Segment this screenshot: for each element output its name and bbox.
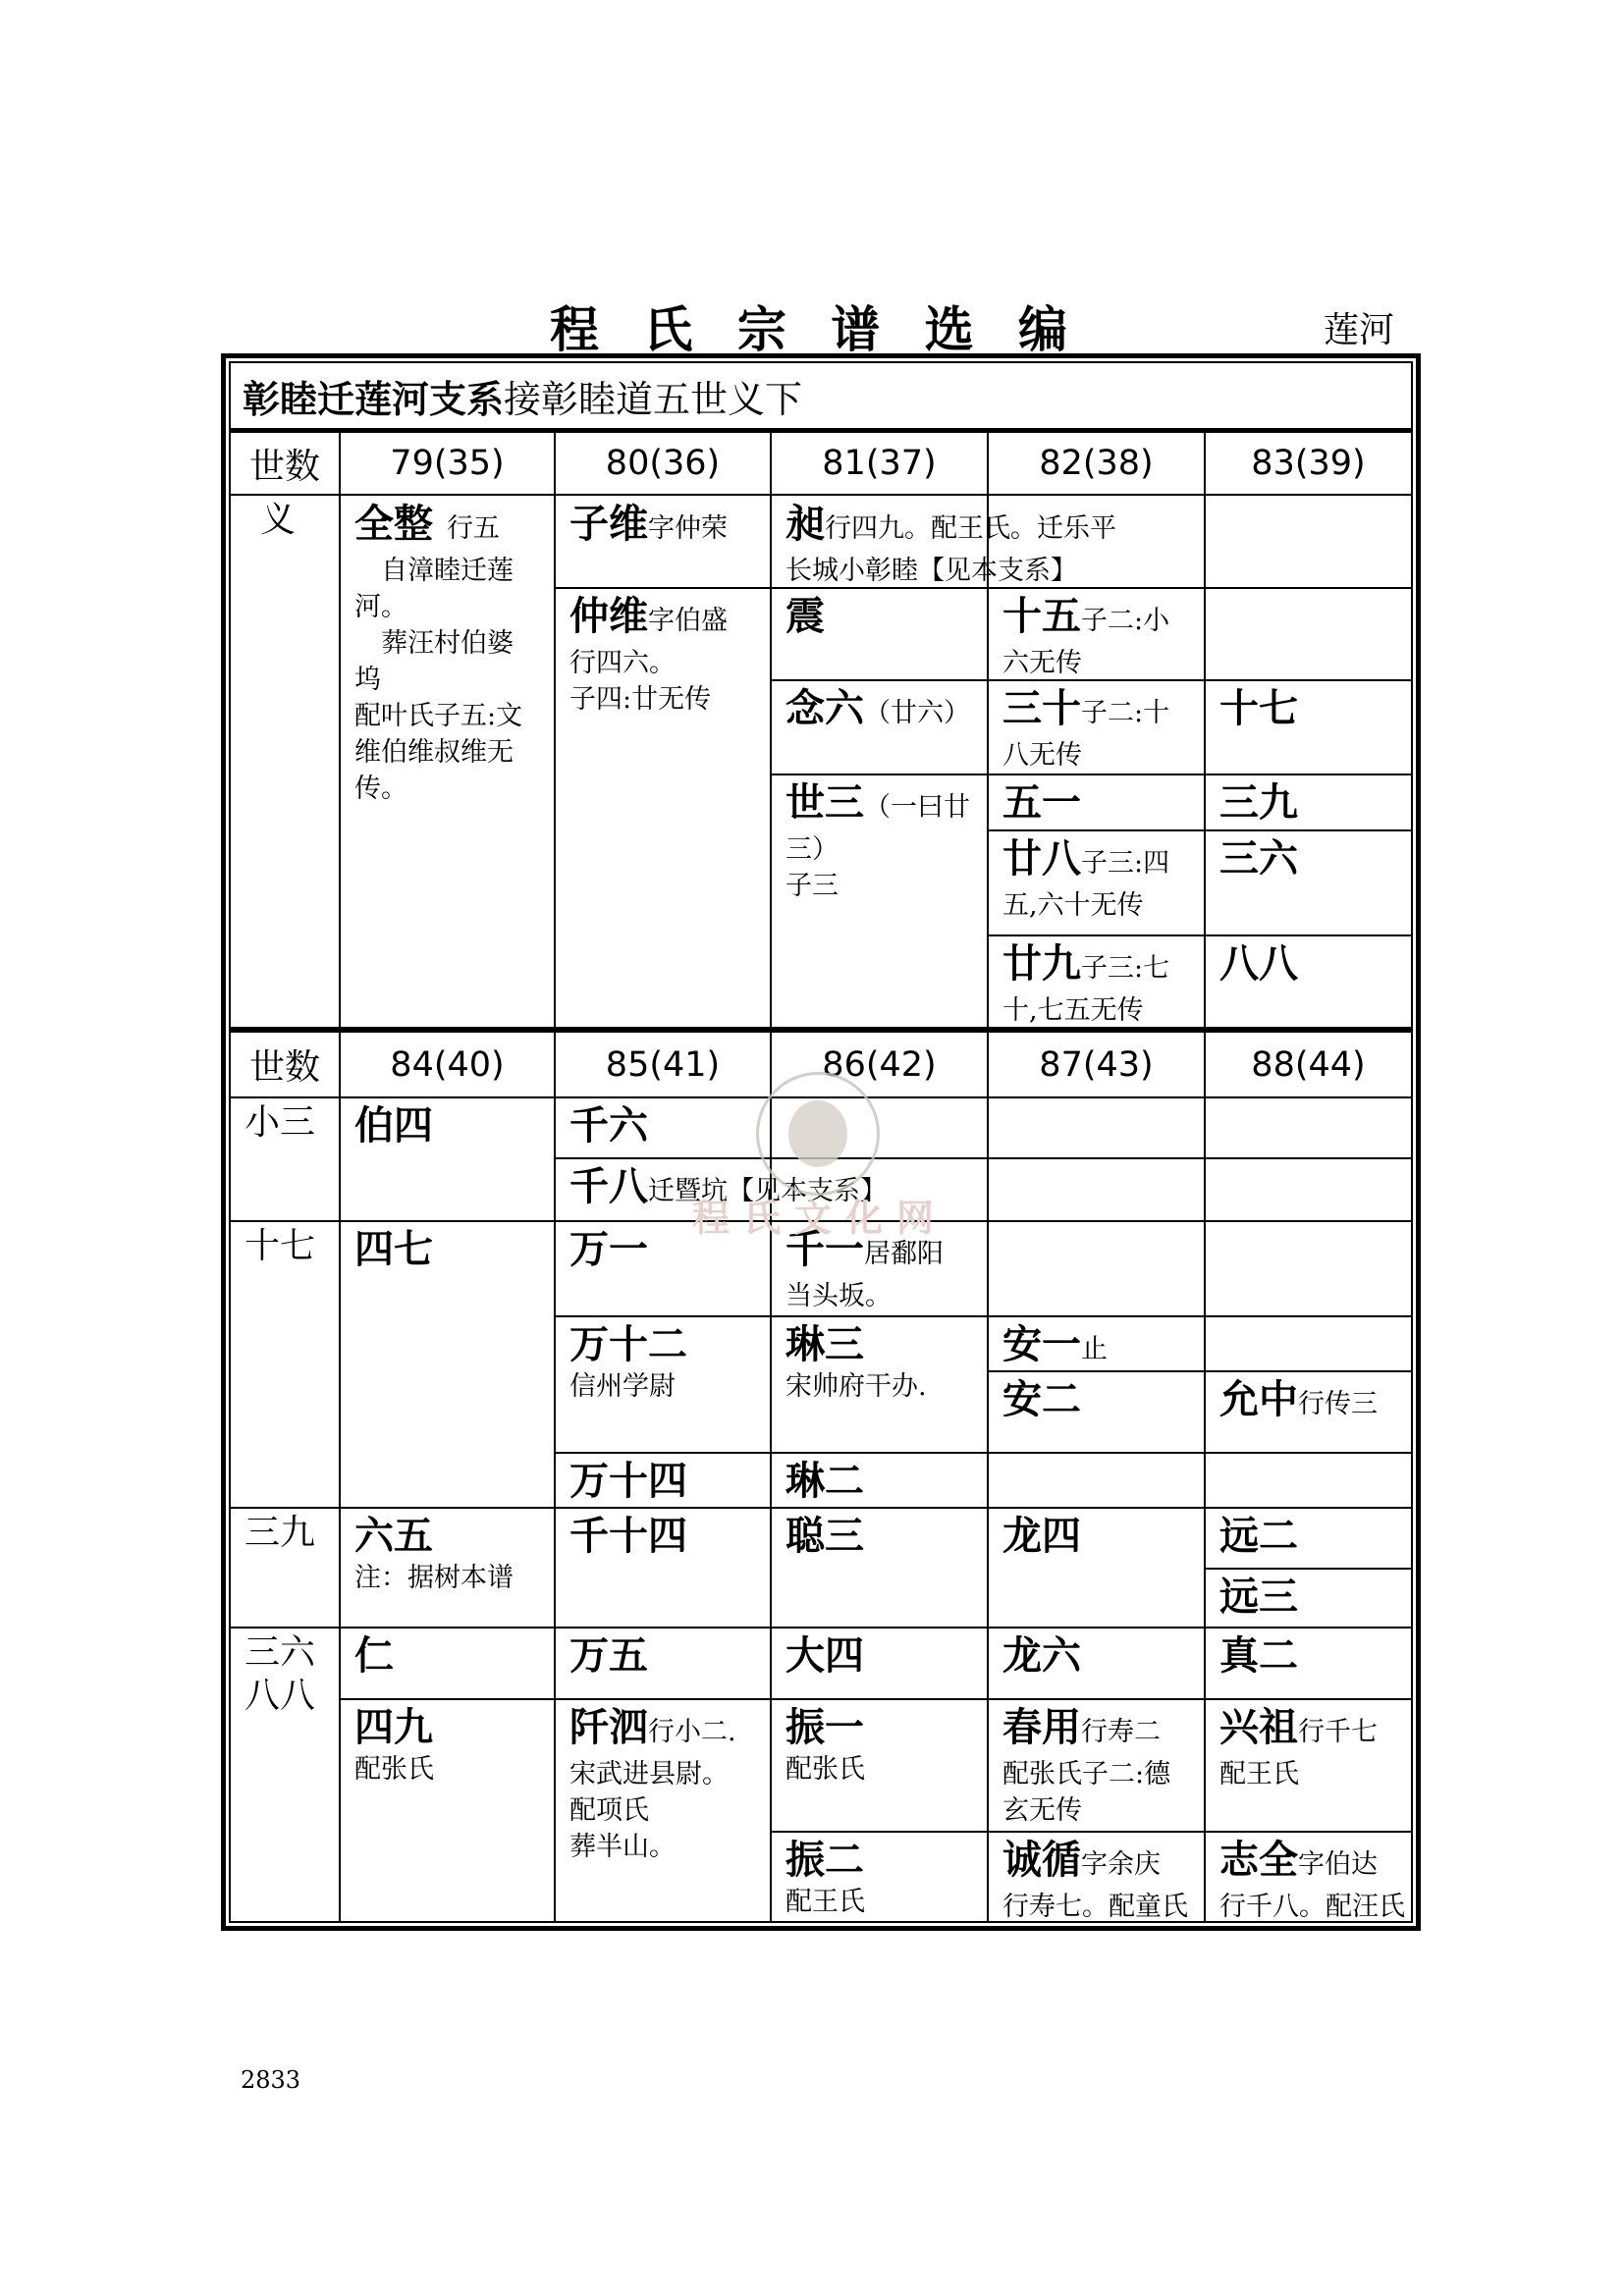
col-header-84: 84(40) xyxy=(390,1044,505,1085)
person-entry xyxy=(772,1317,987,1405)
person-note: 宋帅府干办. xyxy=(785,1371,927,1402)
person-name: 千十四 xyxy=(569,1513,687,1559)
seal-stamp xyxy=(756,1072,880,1196)
person-note: 字伯盛 xyxy=(648,606,728,636)
person-note: 子二:小 xyxy=(1081,606,1170,636)
person-entry xyxy=(772,497,1204,589)
person-entry xyxy=(1206,775,1411,827)
person-name: 远二 xyxy=(1219,1513,1298,1559)
generation-label: 三六 xyxy=(244,1632,316,1673)
person-note: 六无传 xyxy=(1002,648,1082,678)
person-entry xyxy=(341,497,554,807)
person-name: 三十 xyxy=(1002,685,1081,731)
person-entry xyxy=(989,1509,1204,1560)
person-entry xyxy=(1206,1372,1411,1428)
person-note: （一曰廿 xyxy=(864,792,970,823)
person-entry xyxy=(556,1629,770,1680)
person-name: 春用 xyxy=(1002,1704,1081,1750)
person-note: （廿六） xyxy=(864,698,970,728)
person-note: 配张氏 xyxy=(785,1754,865,1785)
divider xyxy=(231,494,1411,496)
person-name: 廿九 xyxy=(1002,940,1081,987)
person-entry xyxy=(772,1454,987,1505)
person-entry xyxy=(1206,1509,1411,1560)
person-entry xyxy=(772,1700,987,1788)
branch-source: 接彰睦道五世义下 xyxy=(504,377,803,421)
person-note: 宋武进县尉。 xyxy=(569,1759,729,1789)
person-name: 志全 xyxy=(1219,1837,1298,1883)
person-entry xyxy=(1206,936,1411,988)
person-entry xyxy=(989,681,1204,774)
person-note: 子二:十 xyxy=(1081,698,1170,728)
person-name: 龙六 xyxy=(1002,1632,1081,1679)
person-note: 子三:四 xyxy=(1081,848,1170,879)
person-note: 子三 xyxy=(785,871,839,901)
person-name: 振二 xyxy=(785,1837,864,1883)
person-name: 远三 xyxy=(1219,1574,1298,1620)
person-name: 万十四 xyxy=(569,1458,687,1504)
page-side-label: 莲河 xyxy=(1324,310,1395,350)
person-name: 千一 xyxy=(785,1226,864,1272)
person-note: 子三:七 xyxy=(1081,953,1170,984)
person-entry xyxy=(772,1509,987,1560)
person-entry xyxy=(1206,1833,1411,1925)
person-entry xyxy=(772,775,987,904)
person-note: 坞 xyxy=(354,665,381,695)
person-note: 字仲荣 xyxy=(648,513,728,544)
person-note: 自漳睦迁莲 xyxy=(354,556,514,586)
person-entry xyxy=(556,1454,770,1505)
person-entry xyxy=(989,775,1204,827)
person-name: 聪三 xyxy=(785,1513,864,1559)
person-name: 五一 xyxy=(1002,779,1081,826)
person-entry xyxy=(772,589,987,640)
col-header-81: 81(37) xyxy=(822,444,937,483)
person-name: 真二 xyxy=(1219,1632,1298,1679)
generation-label: 三九 xyxy=(244,1513,316,1553)
person-name: 仁 xyxy=(354,1632,394,1679)
person-entry xyxy=(772,1833,987,1920)
person-note: 葬汪村伯婆 xyxy=(354,628,514,659)
person-name: 昶 xyxy=(785,501,825,547)
person-note: 维伯维叔维无 xyxy=(354,737,514,768)
person-entry xyxy=(1206,681,1411,732)
person-name: 安二 xyxy=(1002,1376,1081,1422)
person-entry xyxy=(989,1629,1204,1680)
person-note: 字余庆 xyxy=(1081,1849,1161,1880)
col-header-82: 82(38) xyxy=(1039,444,1154,483)
person-entry xyxy=(556,589,770,718)
person-note: 配王氏 xyxy=(1219,1759,1299,1789)
person-entry xyxy=(556,497,770,553)
person-note: 止 xyxy=(1081,1334,1108,1364)
person-note: 十,七五无传 xyxy=(1002,995,1144,1026)
person-name: 六五 xyxy=(354,1513,433,1559)
person-note: 配张氏子二:德 xyxy=(1002,1759,1171,1789)
person-note: 行千七 xyxy=(1298,1717,1378,1747)
person-note: 行五 xyxy=(446,513,500,544)
person-entry xyxy=(341,1509,554,1596)
person-entry xyxy=(341,1222,554,1273)
person-entry xyxy=(989,1317,1204,1373)
person-name: 安一 xyxy=(1002,1321,1081,1367)
person-note: 玄无传 xyxy=(1002,1795,1082,1826)
person-name: 八八 xyxy=(1219,940,1298,987)
person-note: 信州学尉 xyxy=(569,1371,676,1402)
person-name: 大四 xyxy=(785,1632,864,1679)
person-name: 允中 xyxy=(1219,1376,1298,1422)
person-name: 全整 xyxy=(354,501,433,547)
person-note: 八无传 xyxy=(1002,740,1082,771)
generation-label: 义 xyxy=(260,500,297,540)
person-name: 伯四 xyxy=(354,1102,433,1148)
person-note: 当头坂。 xyxy=(785,1281,892,1311)
col-header-85: 85(41) xyxy=(605,1044,721,1085)
person-entry xyxy=(1206,1629,1411,1680)
person-name: 十七 xyxy=(1219,685,1298,731)
person-entry xyxy=(341,1629,554,1680)
person-entry xyxy=(989,589,1204,681)
person-name: 琳三 xyxy=(785,1321,864,1367)
person-name: 振一 xyxy=(785,1704,864,1750)
generation-label: 小三 xyxy=(244,1102,316,1143)
person-note: 行寿七。配童氏 xyxy=(1002,1892,1188,1922)
person-name: 念六 xyxy=(785,685,864,731)
person-entry xyxy=(1206,1570,1411,1621)
person-name: 四七 xyxy=(354,1226,433,1272)
person-entry xyxy=(556,1509,770,1560)
person-note: 居鄱阳 xyxy=(864,1239,944,1269)
person-note: 行千八。配汪氏 xyxy=(1219,1892,1405,1922)
person-entry xyxy=(556,1317,770,1405)
person-entry xyxy=(341,1098,554,1149)
person-name: 十五 xyxy=(1002,593,1081,639)
watermark-text: 程氏文化网 xyxy=(692,1196,948,1240)
col-header-86: 86(42) xyxy=(822,1044,937,1085)
person-entry xyxy=(772,681,987,737)
person-entry xyxy=(556,1700,770,1865)
person-name: 万五 xyxy=(569,1632,648,1679)
person-note: 配王氏 xyxy=(785,1887,865,1917)
person-name: 四九 xyxy=(354,1704,433,1750)
person-entry xyxy=(989,1833,1204,1925)
person-entry xyxy=(989,831,1204,924)
branch-name: 彰睦迁莲河支系 xyxy=(243,376,505,421)
person-note: 三） xyxy=(785,834,839,865)
person-entry xyxy=(1206,1700,1411,1792)
col-header-shishu: 世数 xyxy=(248,1047,320,1088)
person-note: 字伯达 xyxy=(1298,1849,1378,1880)
person-name: 千八 xyxy=(569,1163,648,1209)
person-entry xyxy=(556,1098,770,1149)
person-name: 万十二 xyxy=(569,1321,687,1367)
person-note: 注：据树本谱 xyxy=(354,1563,514,1593)
person-name: 千六 xyxy=(569,1102,648,1148)
page-title: 程 氏 宗 谱 选 编 xyxy=(550,300,1082,358)
person-name: 诚循 xyxy=(1002,1837,1081,1883)
col-header-88: 88(44) xyxy=(1251,1044,1366,1085)
person-note: 长城小彰睦【见本支系】 xyxy=(785,556,1077,586)
person-note: 传。 xyxy=(354,774,407,804)
person-note: 行寿二 xyxy=(1081,1717,1161,1747)
person-note: 配叶氏子五:文 xyxy=(354,701,523,731)
person-name: 三九 xyxy=(1219,779,1298,826)
person-note: 子四:廿无传 xyxy=(569,684,712,715)
person-name: 三六 xyxy=(1219,835,1298,881)
person-entry xyxy=(989,1700,1204,1829)
person-name: 龙四 xyxy=(1002,1513,1081,1559)
person-name: 廿八 xyxy=(1002,835,1081,881)
person-name: 世三 xyxy=(785,779,864,826)
person-name: 琳二 xyxy=(785,1458,864,1504)
person-name: 阡泗 xyxy=(569,1704,648,1750)
person-entry xyxy=(989,1372,1204,1423)
person-note: 河。 xyxy=(354,592,407,622)
branch-header xyxy=(231,363,1411,428)
col-header-87: 87(43) xyxy=(1039,1044,1154,1085)
person-entry xyxy=(772,1629,987,1680)
person-entry xyxy=(1206,831,1411,882)
person-note: 配张氏 xyxy=(354,1754,434,1785)
person-note: 行四九。配王氏。迁乐平 xyxy=(825,513,1116,544)
generation-label: 十七 xyxy=(244,1226,316,1266)
person-entry xyxy=(989,936,1204,1029)
col-header-83: 83(39) xyxy=(1251,444,1366,483)
person-name: 震 xyxy=(785,593,825,639)
generation-label: 八八 xyxy=(244,1676,316,1716)
person-name: 万一 xyxy=(569,1226,648,1272)
person-note: 迁暨坑【见本支系】 xyxy=(648,1176,887,1206)
person-name: 子维 xyxy=(569,501,648,547)
col-header-79: 79(35) xyxy=(390,444,505,483)
page-number: 2833 xyxy=(241,2066,301,2094)
person-entry xyxy=(341,1700,554,1788)
person-name: 仲维 xyxy=(569,593,648,639)
person-note: 五,六十无传 xyxy=(1002,890,1144,921)
col-header-shishu: 世数 xyxy=(248,446,320,487)
person-note: 行四六。 xyxy=(569,648,676,678)
person-name: 兴祖 xyxy=(1219,1704,1298,1750)
person-note: 葬半山。 xyxy=(569,1832,676,1862)
person-note: 配项氏 xyxy=(569,1795,649,1826)
col-header-80: 80(36) xyxy=(605,444,721,483)
person-note: 行传三 xyxy=(1298,1389,1378,1419)
person-note: 行小二. xyxy=(648,1717,736,1747)
